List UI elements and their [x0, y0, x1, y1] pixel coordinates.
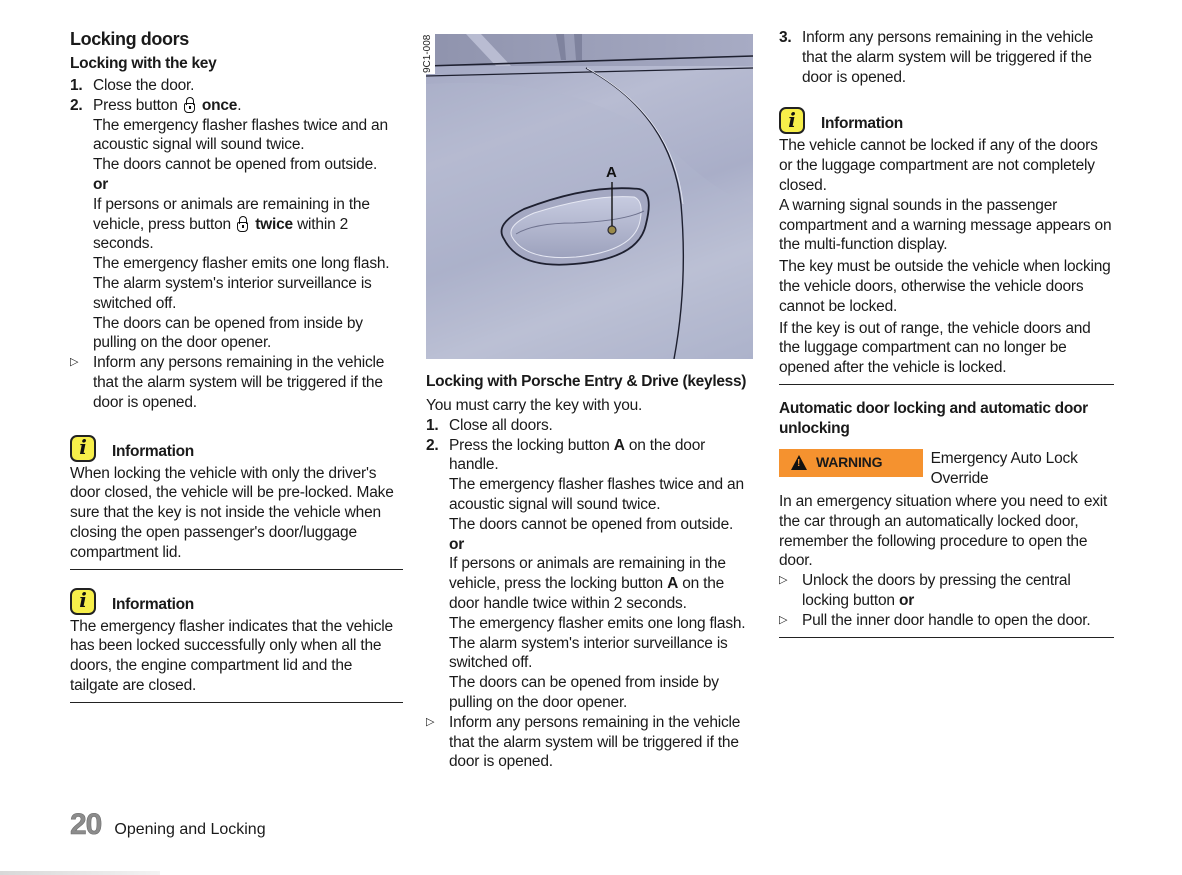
paragraph-pre: If persons or animals are remaining in the vehicle, press button: [93, 195, 370, 233]
bullet-item: [70, 353, 403, 412]
info-header-2: [70, 588, 403, 615]
intro-text: You must carry the key with you.: [426, 397, 643, 414]
triangle-bullet-icon: ▷: [70, 356, 79, 369]
info-title: Information: [821, 115, 903, 133]
page-number: 20: [70, 808, 102, 841]
step-text-bold: once: [201, 96, 238, 114]
door-handle-drawing: [426, 34, 753, 359]
information-icon: i: [779, 107, 805, 134]
lock-button-icon: [237, 216, 249, 231]
triangle-bullet-icon: ▷: [779, 574, 788, 587]
step-text: Close all doors.: [449, 416, 553, 434]
bullet-text-bold: or: [898, 591, 915, 609]
or-text: or: [449, 535, 465, 553]
step-2-details: [70, 116, 403, 354]
bullet-item: [779, 571, 1114, 611]
step-2: [70, 96, 403, 116]
paragraph: The alarm system's interior surveillance is switched off.: [93, 274, 372, 312]
step-text: [449, 436, 758, 476]
lock-button-icon: [184, 97, 196, 112]
figure-code: 9C1-008: [422, 34, 433, 74]
scan-edge: [0, 871, 160, 875]
or-label: [449, 535, 758, 555]
step-text-post: on the door handle.: [449, 436, 706, 474]
step-number: 1.: [426, 416, 439, 434]
info-header-1: [70, 435, 403, 462]
paragraph: The doors can be opened from inside by pulling on the door opener.: [449, 674, 719, 711]
warning-triangle-icon: [791, 455, 807, 470]
paragraph-post: within 2 seconds.: [93, 215, 349, 253]
step-text: Close the door.: [93, 77, 195, 94]
info-text: If the key is out of range, the vehicle doors and the luggage compartment can no longer be opened after the vehicle is locked.: [779, 319, 1091, 377]
paragraph: The doors cannot be opened from outside.: [93, 156, 378, 174]
bullet-text: Inform any persons remaining in the vehicle that the alarm system will be triggered if the door is opened.: [93, 354, 385, 411]
info-title: Information: [112, 442, 194, 460]
bullet-text: [802, 571, 1114, 611]
step-text-post: .: [237, 96, 242, 114]
info-text: The vehicle cannot be locked if any of the doors or the luggage compartment are not completely closed.: [779, 137, 1098, 194]
step-number: 1.: [70, 77, 83, 94]
paragraph-bold: twice: [255, 215, 293, 233]
triangle-bullet-icon: ▷: [426, 715, 435, 728]
bullet-item: [779, 611, 1114, 631]
bullet-item: [426, 713, 758, 772]
chapter-name: Opening and Locking: [114, 821, 266, 838]
divider: [779, 384, 1114, 385]
step-text-bold: A: [613, 436, 625, 454]
divider: [779, 637, 1114, 638]
paragraph: The emergency flasher flashes twice and an acoustic signal will sound twice.: [449, 476, 744, 513]
step-text-pre: Press button: [93, 96, 178, 114]
info-text: The key must be outside the vehicle when locking the vehicle doors, otherwise the vehicle doors cannot be locked.: [779, 258, 1111, 315]
warning-badge: [779, 449, 923, 477]
step-1: [426, 416, 758, 436]
callout-a-label: A: [606, 164, 617, 181]
information-icon: i: [70, 588, 96, 615]
information-icon: i: [70, 435, 96, 462]
info-text: When locking the vehicle with only the driver's door closed, the vehicle will be pre-locked. Make sure that the key is not inside the vehicle when closing the open passenger's door/luggage compartment lid.: [70, 464, 394, 561]
left-column: [70, 28, 403, 703]
step-2-details: [426, 475, 758, 713]
triangle-bullet-icon: ▷: [779, 613, 788, 626]
step-3: [779, 28, 1114, 87]
paragraph-post: on the door handle twice within 2 seconds.: [449, 575, 725, 612]
step-text-pre: Press the locking button: [449, 436, 610, 454]
warning-text: In an emergency situation where you need to exit the car through an automatically locked door, remember the following procedure to open the door.: [779, 492, 1108, 570]
paragraph: The doors can be opened from inside by pulling on the door opener.: [93, 314, 363, 352]
subtitle-locking-with-key: Locking with the key: [70, 55, 217, 72]
bullet-text: Pull the inner door handle to open the door.: [802, 611, 1091, 629]
bullet-text-pre: Unlock the doors by pressing the central locking button: [802, 572, 1071, 609]
or-text: or: [93, 175, 109, 193]
step-text: [93, 96, 403, 116]
info-title: Information: [112, 595, 194, 613]
right-column: [779, 28, 1114, 638]
info-header: [779, 107, 1114, 134]
warning-label: WARNING: [816, 454, 883, 471]
page-footer: [70, 808, 266, 842]
bullet-text: Inform any persons remaining in the vehicle that the alarm system will be triggered if the door is opened.: [449, 713, 741, 771]
divider: [70, 702, 403, 703]
paragraph-pre: If persons or animals are remaining in the vehicle, press the locking button: [449, 555, 726, 593]
paragraph: The alarm system's interior surveillance is switched off.: [449, 634, 728, 672]
section-title-locking-doors: Locking doors: [70, 29, 189, 49]
section-title-automatic-locking: Automatic door locking and automatic door unlocking: [779, 399, 1088, 437]
or-label: [93, 175, 403, 195]
paragraph: [449, 554, 758, 613]
middle-column: [426, 372, 758, 772]
paragraph: The doors cannot be opened from outside.: [449, 515, 734, 533]
warning-title: Emergency Auto Lock Override: [930, 449, 1078, 487]
paragraph: [93, 195, 403, 254]
paragraph: The emergency flasher emits one long flash.: [93, 255, 390, 273]
info-text: A warning signal sounds in the passenger compartment and a warning message appears on the multi-function display.: [779, 196, 1112, 254]
paragraph: The emergency flasher emits one long flash.: [449, 614, 746, 632]
warning-block: [779, 449, 1114, 489]
subtitle-keyless-locking: Locking with Porsche Entry & Drive (keyless): [426, 373, 747, 390]
step-number: 2.: [70, 96, 83, 114]
step-number: 3.: [779, 29, 792, 46]
paragraph-bold: A: [667, 575, 679, 593]
divider: [70, 569, 403, 570]
door-handle-illustration: [426, 34, 753, 359]
step-text: Inform any persons remaining in the vehicle that the alarm system will be triggered if the door is opened.: [802, 29, 1094, 86]
info-text: The emergency flasher indicates that the vehicle has been locked successfully only when all the doors, the engine compartment lid and the tailgate are closed.: [70, 617, 393, 694]
paragraph: The emergency flasher flashes twice and an acoustic signal will sound twice.: [93, 116, 388, 154]
step-number: 2.: [426, 436, 439, 454]
step-2: [426, 436, 758, 476]
step-1: [70, 76, 403, 96]
